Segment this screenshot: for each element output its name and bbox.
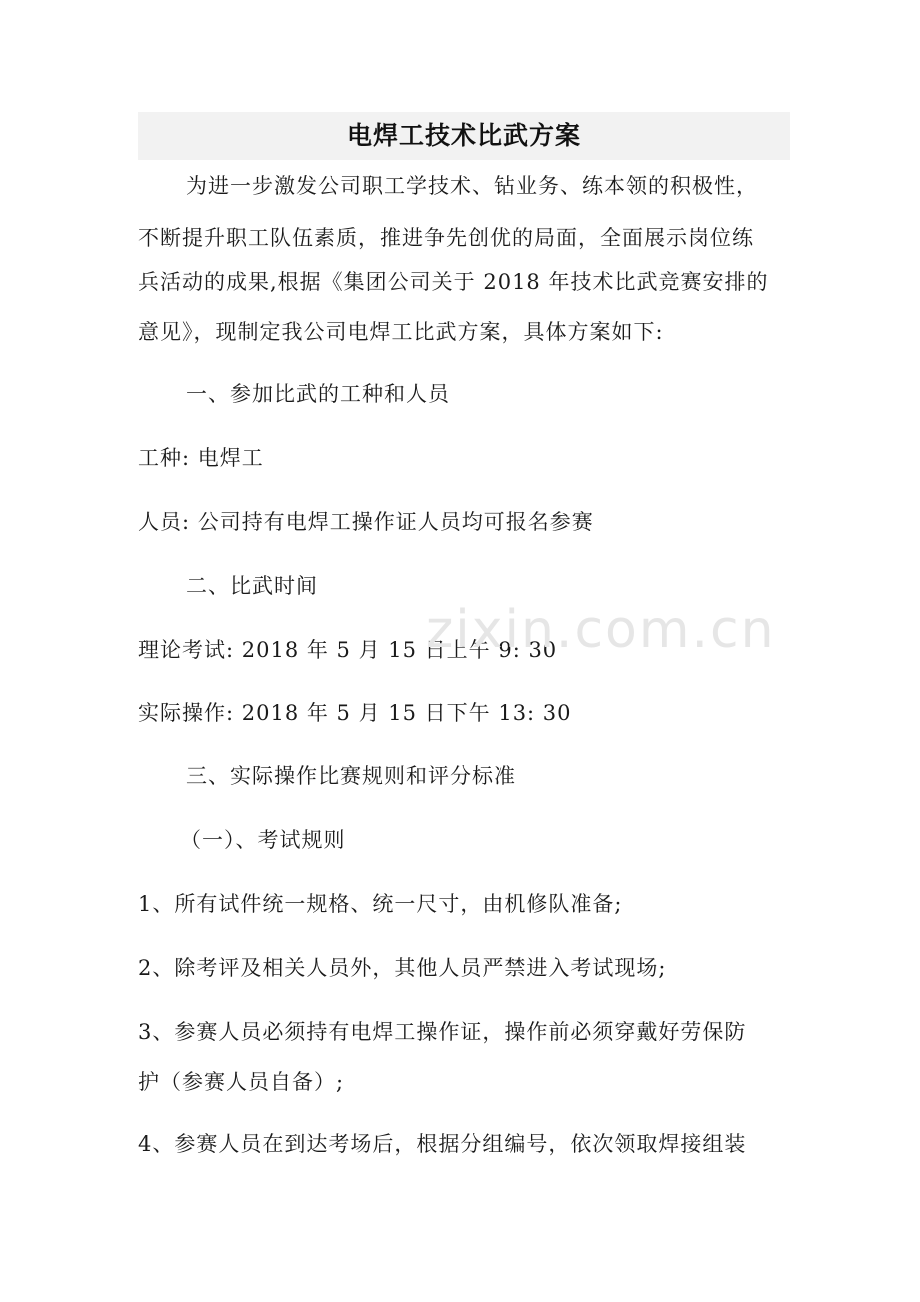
personnel-line: 人员: 公司持有电焊工操作证人员均可报名参赛 bbox=[138, 510, 594, 534]
section-heading-2: 二、比武时间 bbox=[186, 574, 318, 598]
rule-line: 1、所有试件统一规格、统一尺寸，由机修队准备; bbox=[138, 892, 623, 916]
theory-exam-line: 理论考试: 2018 年 5 月 15 日上午 9: 30 bbox=[138, 638, 558, 662]
rule-line: 2、除考评及相关人员外，其他人员严禁进入考试现场; bbox=[138, 956, 667, 980]
paragraph-line: 为进一步激发公司职工学技术、钻业务、练本领的积极性， bbox=[186, 174, 758, 198]
paragraph-line: 兵活动的成果,根据《集团公司关于 2018 年技术比武竞赛安排的 bbox=[138, 270, 769, 294]
section-heading-1: 一、参加比武的工种和人员 bbox=[186, 382, 450, 406]
section-heading-3: 三、实际操作比赛规则和评分标准 bbox=[186, 764, 516, 788]
practical-exam-line: 实际操作: 2018 年 5 月 15 日下午 13: 30 bbox=[138, 701, 572, 725]
subsection-heading-1: （一）、考试规则 bbox=[180, 828, 346, 852]
rule-line: 4、参赛人员在到达考场后，根据分组编号，依次领取焊接组装 bbox=[138, 1132, 747, 1156]
rule-line: 护（参赛人员自备）; bbox=[138, 1070, 345, 1094]
rule-line: 3、参赛人员必须持有电焊工操作证，操作前必须穿戴好劳保防 bbox=[138, 1020, 747, 1044]
paragraph-line: 意见》，现制定我公司电焊工比武方案，具体方案如下: bbox=[138, 320, 664, 344]
paragraph-line: 不断提升职工队伍素质，推进争先创优的局面，全面展示岗位练 bbox=[138, 226, 754, 250]
document-title: 电焊工技术比武方案 bbox=[346, 121, 581, 150]
watermark: zixin.com.cn bbox=[426, 600, 776, 660]
work-type-line: 工种: 电焊工 bbox=[138, 446, 264, 470]
